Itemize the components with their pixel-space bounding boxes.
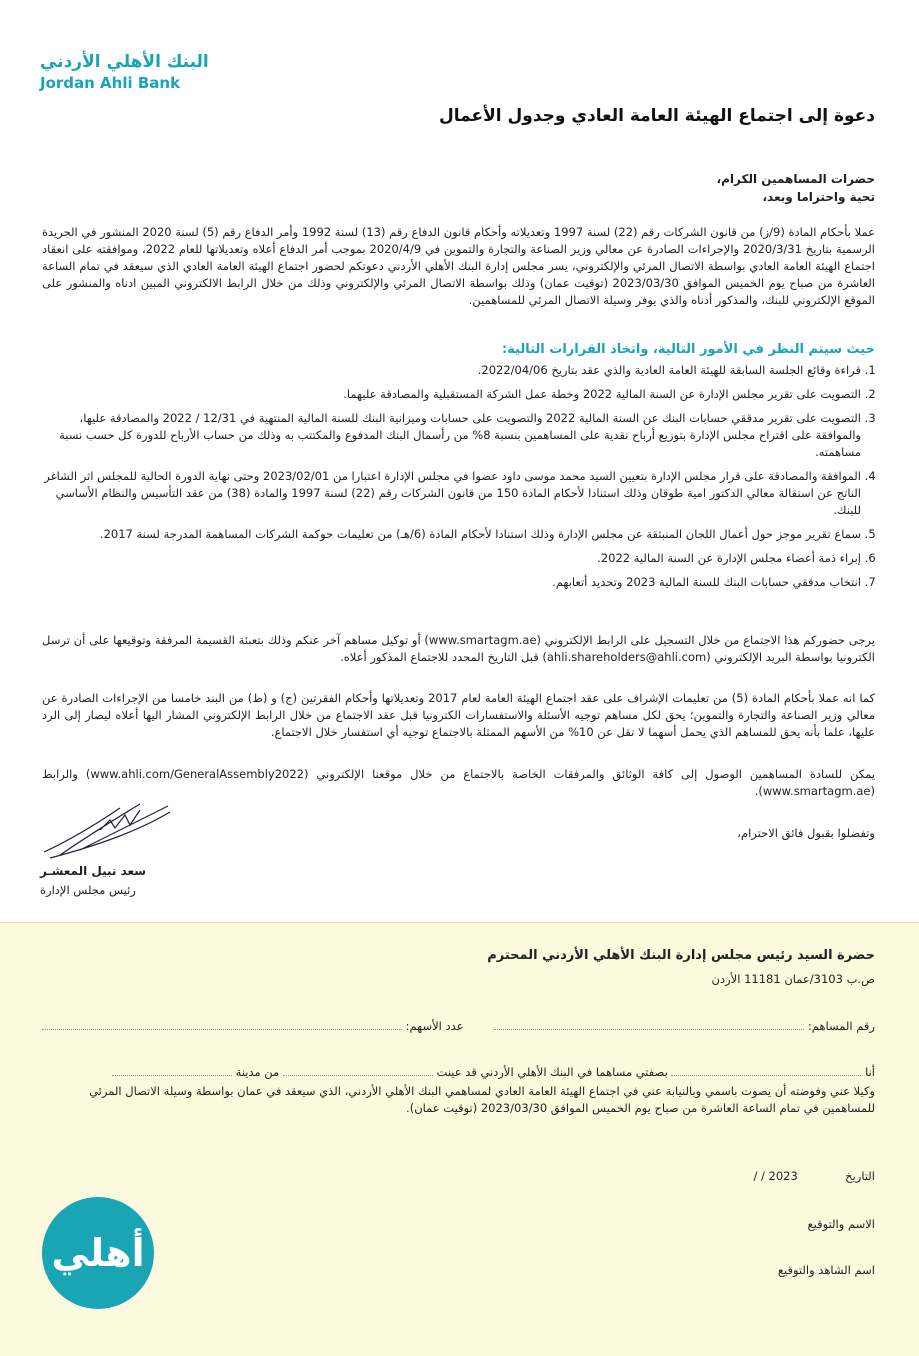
name-blank[interactable] [671, 1065, 861, 1076]
form-title: حضرة السيد رئيس مجلس إدارة البنك الأهلي الأردني المحترم [487, 948, 875, 963]
greeting-line-1: حضرات المساهمين الكرام، [716, 172, 875, 186]
agenda-item: 5. سماع تقرير موجز حول أعمال اللجان المنبثقة عن مجلس الإدارة وذلك استنادا لأحكام المادة (6/هـ) من تعليمات حوكمة الشركات المساهمة المدرجة لسنة 2017. [42, 526, 861, 543]
agenda-item: 4. الموافقة والمصادقة على قرار مجلس الإدارة بتعيين السيد محمد موسى داود عضوا في مجلس الإدارة اعتبارا من 2023/02/01 وحتى نهاية الدورة الحالية للمجلس اثر الشاغر الناتج عن استقالة معالي الدكتور امية طوقان وذلك استنادا لأحكام المادة 150 من قانون الشركات رقم (22) لسنة 1997 والمادة (38) من عقد التأسيس والنظام الأساسي للبنك. [42, 468, 861, 519]
closing-line: وتفضلوا بقبول فائق الاحترام، [737, 826, 875, 840]
agenda-item: 6. إبراء ذمة أعضاء مجلس الإدارة عن السنة المالية 2022. [42, 550, 861, 567]
city-blank[interactable] [112, 1065, 232, 1076]
shareholder-number-blank[interactable] [494, 1019, 804, 1030]
greeting [717, 170, 875, 206]
shares-count-label: عدد الأسهم: [405, 1019, 464, 1033]
appointment-line [42, 1065, 875, 1079]
form-address: ص.ب 3103/عمان 11181 الأردن [711, 972, 875, 986]
shares-count-blank[interactable] [42, 1019, 402, 1030]
name-signature-label: الاسم والتوقيع [807, 1217, 875, 1231]
signature-image [40, 800, 180, 860]
i-label: أنا [865, 1065, 875, 1079]
agenda-item: 7. انتخاب مدققي حسابات البنك للسنة المالية 2023 وتحديد أتعابهم. [42, 574, 861, 591]
register-paragraph: يرجى حضوركم هذا الاجتماع من خلال التسجيل على الرابط الإلكتروني (www.smartagm.ae) أو توكيل مساهم آخر عنكم وذلك بتعبئة القسيمة المرفقة وتوقيعها على أن ترسل الكترونيا بواسطة البريد الإلكتروني (ahli.shareholders@ahli.com) قبل التاريخ المحدد للاجتماع المذكور أعلاه. [42, 633, 875, 664]
logo-arabic: البنك الأهلي الأردني [40, 52, 209, 72]
agenda-item: 3. التصويت على تقرير مدققي حسابات البنك عن السنة المالية 2022 والتصويت على حسابات وميزانية البنك للسنة المالية المنتهية في 12/31 / 2022 والمصادقة عليها، والموافقة على اقتراح مجلس الإدارة بتوزيع أرباح نقدية على المساهمين بنسبة 8% من رأسمال البنك المدفوع والمكتتب به وذلك من حساب الأرباح للدورة كل حسب نسبة مساهمته. [42, 410, 861, 461]
agenda-heading: حيث سيتم النظر في الأمور التالية، واتخاذ القرارات التالية: [501, 342, 875, 357]
agenda-item: 1. قراءة وقائع الجلسة السابقة للهيئة العامة العادية والذي عقد بتاريخ 2022/04/06. [42, 362, 861, 379]
agenda-item: 2. التصويت على تقرير مجلس الإدارة عن السنة المالية 2022 وخطة عمل الشركة المستقبلية والمصادقة عليهما. [42, 386, 861, 403]
proxy-paragraph: وكيلا عني وفوضته أن يصوت باسمي وبالنيابة عني في اجتماع الهيئة العامة العادي لمساهمي البنك الأهلي الأردني، الذي سيعقد في عمان بواسطة وسيلة الاتصال المرئي للمساهمين في تمام الساعة العاشرة من صباح يوم الخميس الموافق 2023/03/30 (توقيت عمان). [89, 1084, 875, 1115]
ahli-badge-logo: أهلي [42, 1197, 154, 1309]
greeting-line-2: تحية واحتراما وبعد، [762, 190, 875, 204]
logo-english: Jordan Ahli Bank [40, 74, 181, 92]
date-value: 2023 / / [753, 1169, 798, 1183]
documents-paragraph: يمكن للسادة المساهمين الوصول إلى كافة الوثائق والمرفقات الخاصة بالاجتماع من خلال موقعنا الإلكتروني (www.ahli.com/GeneralAssembly2022) والرابط (www.smartagm.ae). [42, 767, 875, 798]
proxy-name-blank[interactable] [283, 1065, 433, 1076]
signatory-name: سعد نبيل المعشـر [40, 864, 147, 878]
bank-logo [40, 52, 209, 92]
as-shareholder-text: بصفتي مساهما في البنك الأهلي الأردني قد عينت [436, 1065, 668, 1079]
agenda-list [42, 362, 875, 598]
page-title: دعوة إلى اجتماع الهيئة العامة العادي وجدول الأعمال [438, 106, 875, 126]
shares-count-field[interactable] [42, 1019, 464, 1033]
intro-paragraph: عملا بأحكام المادة (9/ز) من قانون الشركات رقم (22) لسنة 1997 وتعديلاته وأحكام قانون الدفاع رقم (13) لسنة 1992 وأمر الدفاع رقم (5) لسنة 2020 المنشور في الجريدة الرسمية بتاريخ 2020/3/31 والإجراءات الصادرة عن معالي وزير الصناعة والتجارة والتموين في 2020/4/9 بموجب أمر الدفاع أعلاه وتعديلاتها للعام 2022، وموافقته على انعقاد اجتماع الهيئة العامة العادي بواسطة الاتصال المرئي والإلكتروني، يسر مجلس إدارة البنك الأهلي الأردني دعوتكم لحضور اجتماع الهيئة العامة العادي الذي سيعقد في تمام الساعة العاشرة من صباح يوم الخميس الموافق 2023/03/30 (توقيت عمان) وذلك بواسطة الاتصال المرئي والإلكتروني وذلك من خلال الرابط الالكتروني المبين ادناه والمنشور على الموقع الإلكتروني للبنك، والمذكور أدناه والذي يوفر وسيلة الاتصال المرئي للمساهمين. [42, 225, 875, 307]
from-city-label: من مدينة [235, 1065, 280, 1079]
date-label: التاريخ [845, 1169, 875, 1183]
date-field[interactable] [753, 1169, 875, 1183]
witness-signature-label: اسم الشاهد والتوقيع [777, 1263, 875, 1277]
shareholder-number-label: رقم المساهم: [807, 1019, 875, 1033]
questions-paragraph: كما انه عملا بأحكام المادة (5) من تعليمات الإشراف على عقد اجتماع الهيئة العامة لعام 2017 وتعديلاتها وأحكام الفقرتين (ج) و (ط) من البند خامسا من الإجراءات الصادرة عن معالي وزير الصناعة والتجارة والتموين؛ يحق لكل مساهم توجيه الأسئلة والاستفسارات الكترونيا قبل عقد الاجتماع من خلال الرابط الإلكتروني المشار اليها أعلاه ليصار إلى الرد عليها، علما بأنه يحق للمساهم الذي يحمل أسهما لا تقل عن 10% من الأسهم الممثلة بالاجتماع توجيه أي استفسار خلال الاجتماع. [42, 691, 875, 739]
shareholder-number-field[interactable] [494, 1019, 875, 1033]
signatory-role: رئيس مجلس الإدارة [40, 883, 136, 897]
